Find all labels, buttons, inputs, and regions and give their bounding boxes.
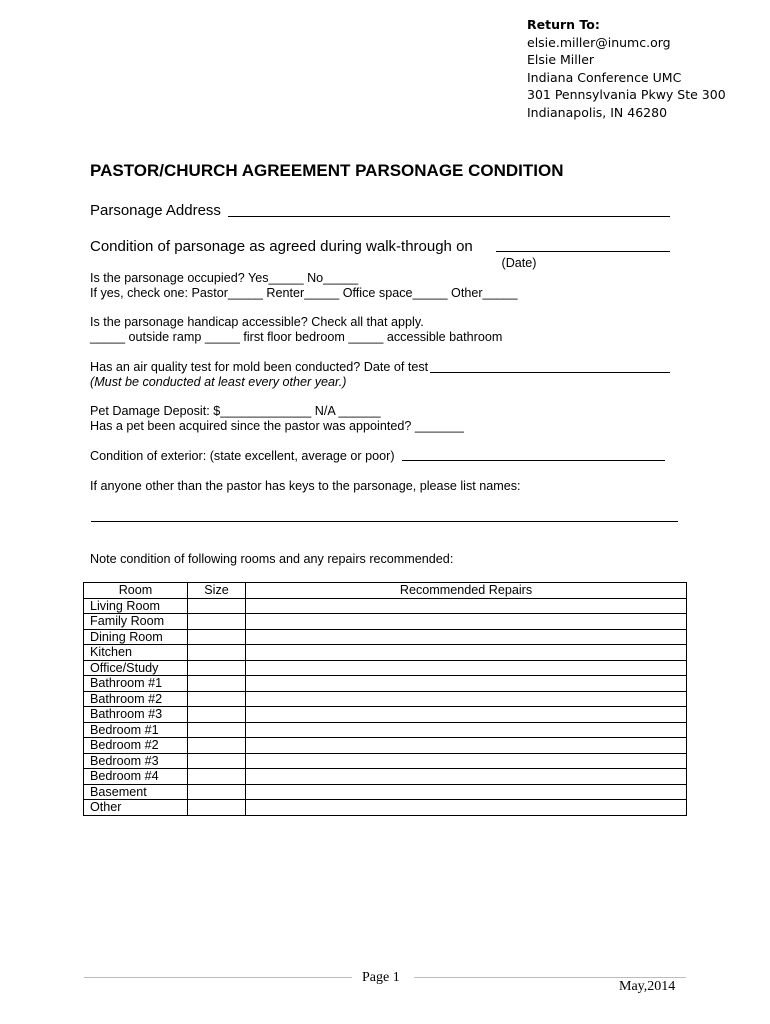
room-name: Dining Room <box>84 629 188 645</box>
table-row <box>84 784 687 800</box>
repairs-cell[interactable] <box>246 784 687 800</box>
table-row <box>84 769 687 785</box>
repairs-cell[interactable] <box>246 614 687 630</box>
room-name: Basement <box>84 784 188 800</box>
repairs-cell[interactable] <box>246 800 687 816</box>
room-name: Bathroom #1 <box>84 676 188 692</box>
size-cell[interactable] <box>188 738 246 754</box>
air-quality-note: (Must be conducted at least every other year.) <box>90 375 347 389</box>
repairs-cell[interactable] <box>246 707 687 723</box>
repairs-cell[interactable] <box>246 645 687 661</box>
room-name: Bathroom #3 <box>84 707 188 723</box>
return-street: 301 Pennsylvania Pkwy Ste 300 <box>527 87 726 102</box>
return-name: Elsie Miller <box>527 52 595 67</box>
return-city: Indianapolis, IN 46280 <box>527 104 668 120</box>
table-header-row <box>84 583 687 599</box>
page-number: Page 1 <box>362 970 400 985</box>
size-cell[interactable] <box>188 753 246 769</box>
return-email: elsie.miller@inumc.org <box>527 34 671 50</box>
repairs-cell[interactable] <box>246 629 687 645</box>
room-name: Bedroom #3 <box>84 753 188 769</box>
size-cell[interactable] <box>188 722 246 738</box>
size-cell[interactable] <box>188 645 246 661</box>
table-row <box>84 629 687 645</box>
room-name: Other <box>84 800 188 816</box>
repairs-cell[interactable] <box>246 722 687 738</box>
header-size: Size <box>188 583 246 599</box>
header-repairs: Recommended Repairs <box>246 583 687 599</box>
table-row <box>84 614 687 630</box>
handicap-options: _____ outside ramp _____ first floor bedroom _____ accessible bathroom <box>90 330 503 344</box>
table-row <box>84 738 687 754</box>
size-cell[interactable] <box>188 769 246 785</box>
table-row <box>84 676 687 692</box>
table-row <box>84 753 687 769</box>
table-row <box>84 800 687 816</box>
exterior-question: Condition of exterior: (state excellent, average or poor) <box>90 449 395 463</box>
table-row <box>84 645 687 661</box>
occupied-question: Is the parsonage occupied? Yes_____ No_____ <box>90 271 359 285</box>
repairs-cell[interactable] <box>246 660 687 676</box>
walkthrough-date-field[interactable] <box>496 251 670 252</box>
address-field[interactable] <box>228 216 670 217</box>
size-cell[interactable] <box>188 629 246 645</box>
revision-date: May,2014 <box>619 979 676 994</box>
table-row <box>84 691 687 707</box>
size-cell[interactable] <box>188 676 246 692</box>
size-cell[interactable] <box>188 598 246 614</box>
occupant-type-question: If yes, check one: Pastor_____ Renter_____ Office space_____ Other_____ <box>90 286 518 300</box>
size-cell[interactable] <box>188 691 246 707</box>
repairs-cell[interactable] <box>246 598 687 614</box>
table-row <box>84 598 687 614</box>
repairs-cell[interactable] <box>246 676 687 692</box>
room-name: Living Room <box>84 598 188 614</box>
size-cell[interactable] <box>188 800 246 816</box>
keys-question: If anyone other than the pastor has keys to the parsonage, please list names: <box>90 479 521 493</box>
footer-rule-right <box>414 977 686 978</box>
condition-label: Condition of parsonage as agreed during walk-through on <box>90 238 473 255</box>
address-label: Parsonage Address <box>90 202 221 219</box>
size-cell[interactable] <box>188 707 246 723</box>
pet-deposit: Pet Damage Deposit: $_____________ N/A ______ <box>90 404 381 418</box>
repairs-cell[interactable] <box>246 769 687 785</box>
pet-acquired-question: Has a pet been acquired since the pastor was appointed? _______ <box>90 419 464 433</box>
date-caption: (Date) <box>501 256 537 270</box>
page-title: PASTOR/CHURCH AGREEMENT PARSONAGE CONDITION <box>90 161 564 180</box>
repairs-cell[interactable] <box>246 691 687 707</box>
room-name: Bathroom #2 <box>84 691 188 707</box>
table-row <box>84 660 687 676</box>
rooms-note: Note condition of following rooms and any repairs recommended: <box>90 552 454 566</box>
air-quality-question: Has an air quality test for mold been conducted? Date of test <box>90 360 429 374</box>
repairs-cell[interactable] <box>246 753 687 769</box>
return-heading: Return To: <box>527 17 600 32</box>
return-org: Indiana Conference UMC <box>527 69 682 85</box>
room-name: Bedroom #4 <box>84 769 188 785</box>
room-name: Kitchen <box>84 645 188 661</box>
size-cell[interactable] <box>188 784 246 800</box>
exterior-condition-field[interactable] <box>402 460 665 461</box>
room-name: Office/Study <box>84 660 188 676</box>
repairs-cell[interactable] <box>246 738 687 754</box>
return-address-block <box>527 16 726 121</box>
size-cell[interactable] <box>188 614 246 630</box>
key-holders-field[interactable] <box>91 521 678 522</box>
room-name: Bedroom #1 <box>84 722 188 738</box>
room-name: Bedroom #2 <box>84 738 188 754</box>
table-row <box>84 722 687 738</box>
footer-rule-left <box>84 977 352 978</box>
rooms-table <box>83 582 687 816</box>
header-room: Room <box>84 583 188 599</box>
room-name: Family Room <box>84 614 188 630</box>
table-row <box>84 707 687 723</box>
size-cell[interactable] <box>188 660 246 676</box>
mold-test-date-field[interactable] <box>430 372 670 373</box>
handicap-question: Is the parsonage handicap accessible? Check all that apply. <box>90 315 424 329</box>
